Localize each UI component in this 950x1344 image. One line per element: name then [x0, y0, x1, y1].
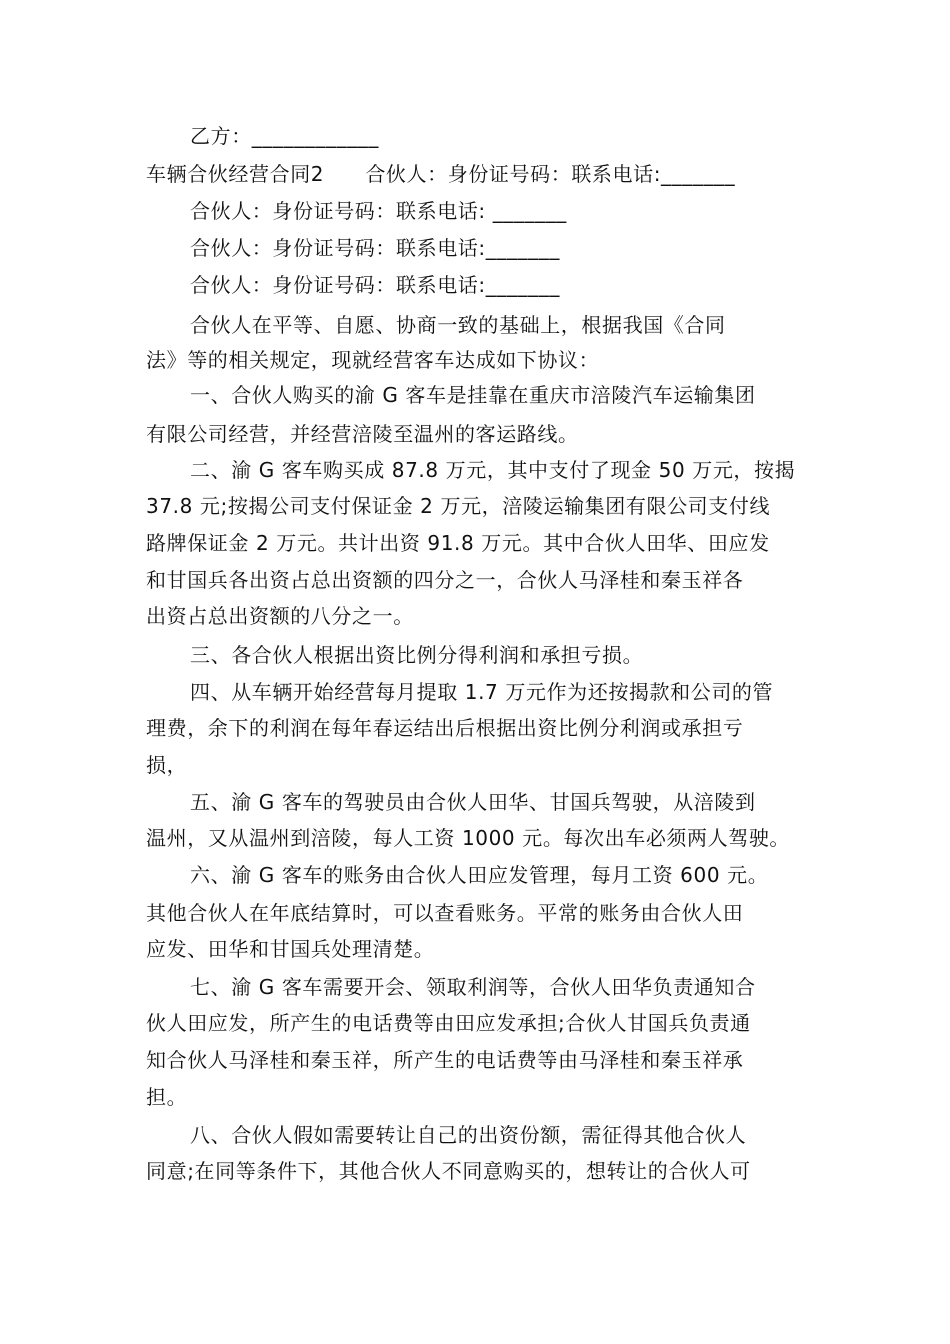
clause-5-line: 温州，又从温州到涪陵，每人工资 1000 元。每次出车必须两人驾驶。 — [146, 826, 791, 850]
clause-6-line: 六、渝 G 客车的账务由合伙人田应发管理，每月工资 600 元。 — [190, 863, 769, 887]
clause-4-line: 四、从车辆开始经营每月提取 1.7 万元作为还按揭款和公司的管 — [190, 680, 774, 704]
clause-6-line: 其他合伙人在年底结算时，可以查看账务。平常的账务由合伙人田 — [146, 901, 744, 925]
paragraph-line: 法》等的相关规定，现就经营客车达成如下协议： — [146, 348, 600, 372]
clause-2-line: 二、渝 G 客车购买成 87.8 万元，其中支付了现金 50 万元，按揭 — [190, 458, 796, 482]
clause-7-line: 伙人田应发，所产生的电话费等由田应发承担;合伙人甘国兵负责通 — [146, 1011, 751, 1035]
clause-5-line: 五、渝 G 客车的驾驶员由合伙人田华、甘国兵驾驶，从涪陵到 — [190, 790, 756, 814]
partner-info-line: 合伙人：身份证号码：联系电话: _______ — [190, 199, 567, 223]
partner-info-line: 合伙人：身份证号码：联系电话:_______ — [190, 236, 560, 260]
clause-8-line: 同意;在同等条件下，其他合伙人不同意购买的，想转让的合伙人可 — [146, 1159, 751, 1183]
partner-info-line: 合伙人：身份证号码：联系电话:_______ — [190, 273, 560, 297]
clause-2-line: 37.8 元;按揭公司支付保证金 2 万元，涪陵运输集团有限公司支付线 — [146, 494, 771, 518]
clause-4-line: 损， — [146, 753, 188, 777]
clause-2-line: 出资占总出资额的八分之一。 — [146, 604, 414, 628]
clause-6-line: 应发、田华和甘国兵处理清楚。 — [146, 937, 435, 961]
clause-2-line: 路牌保证金 2 万元。共计出资 91.8 万元。其中合伙人田华、田应发 — [146, 531, 770, 555]
clause-8-line: 八、合伙人假如需要转让自己的出资份额，需征得其他合伙人 — [190, 1123, 747, 1147]
paragraph-line: 合伙人在平等、自愿、协商一致的基础上，根据我国《合同 — [190, 313, 726, 337]
clause-1-line: 一、合伙人购买的渝 G 客车是挂靠在重庆市涪陵汽车运输集团 — [190, 383, 756, 407]
clause-7-line: 七、渝 G 客车需要开会、领取利润等，合伙人田华负责通知合 — [190, 975, 756, 999]
clause-3-line: 三、各合伙人根据出资比例分得利润和承担亏损。 — [190, 643, 644, 667]
clause-4-line: 理费，余下的利润在每年春运结出后根据出资比例分利润或承担亏 — [146, 716, 744, 740]
contract-title-line: 车辆合伙经营合同2 合伙人：身份证号码：联系电话:_______ — [146, 162, 736, 186]
clause-7-line: 担。 — [146, 1085, 188, 1109]
party-b-line: 乙方：____________ — [190, 124, 379, 148]
clause-2-line: 和甘国兵各出资占总出资额的四分之一，合伙人马泽桂和秦玉祥各 — [146, 568, 744, 592]
clause-1-line: 有限公司经营，并经营涪陵至温州的客运路线。 — [146, 422, 579, 446]
clause-7-line: 知合伙人马泽桂和秦玉祥，所产生的电话费等由马泽桂和秦玉祥承 — [146, 1048, 744, 1072]
